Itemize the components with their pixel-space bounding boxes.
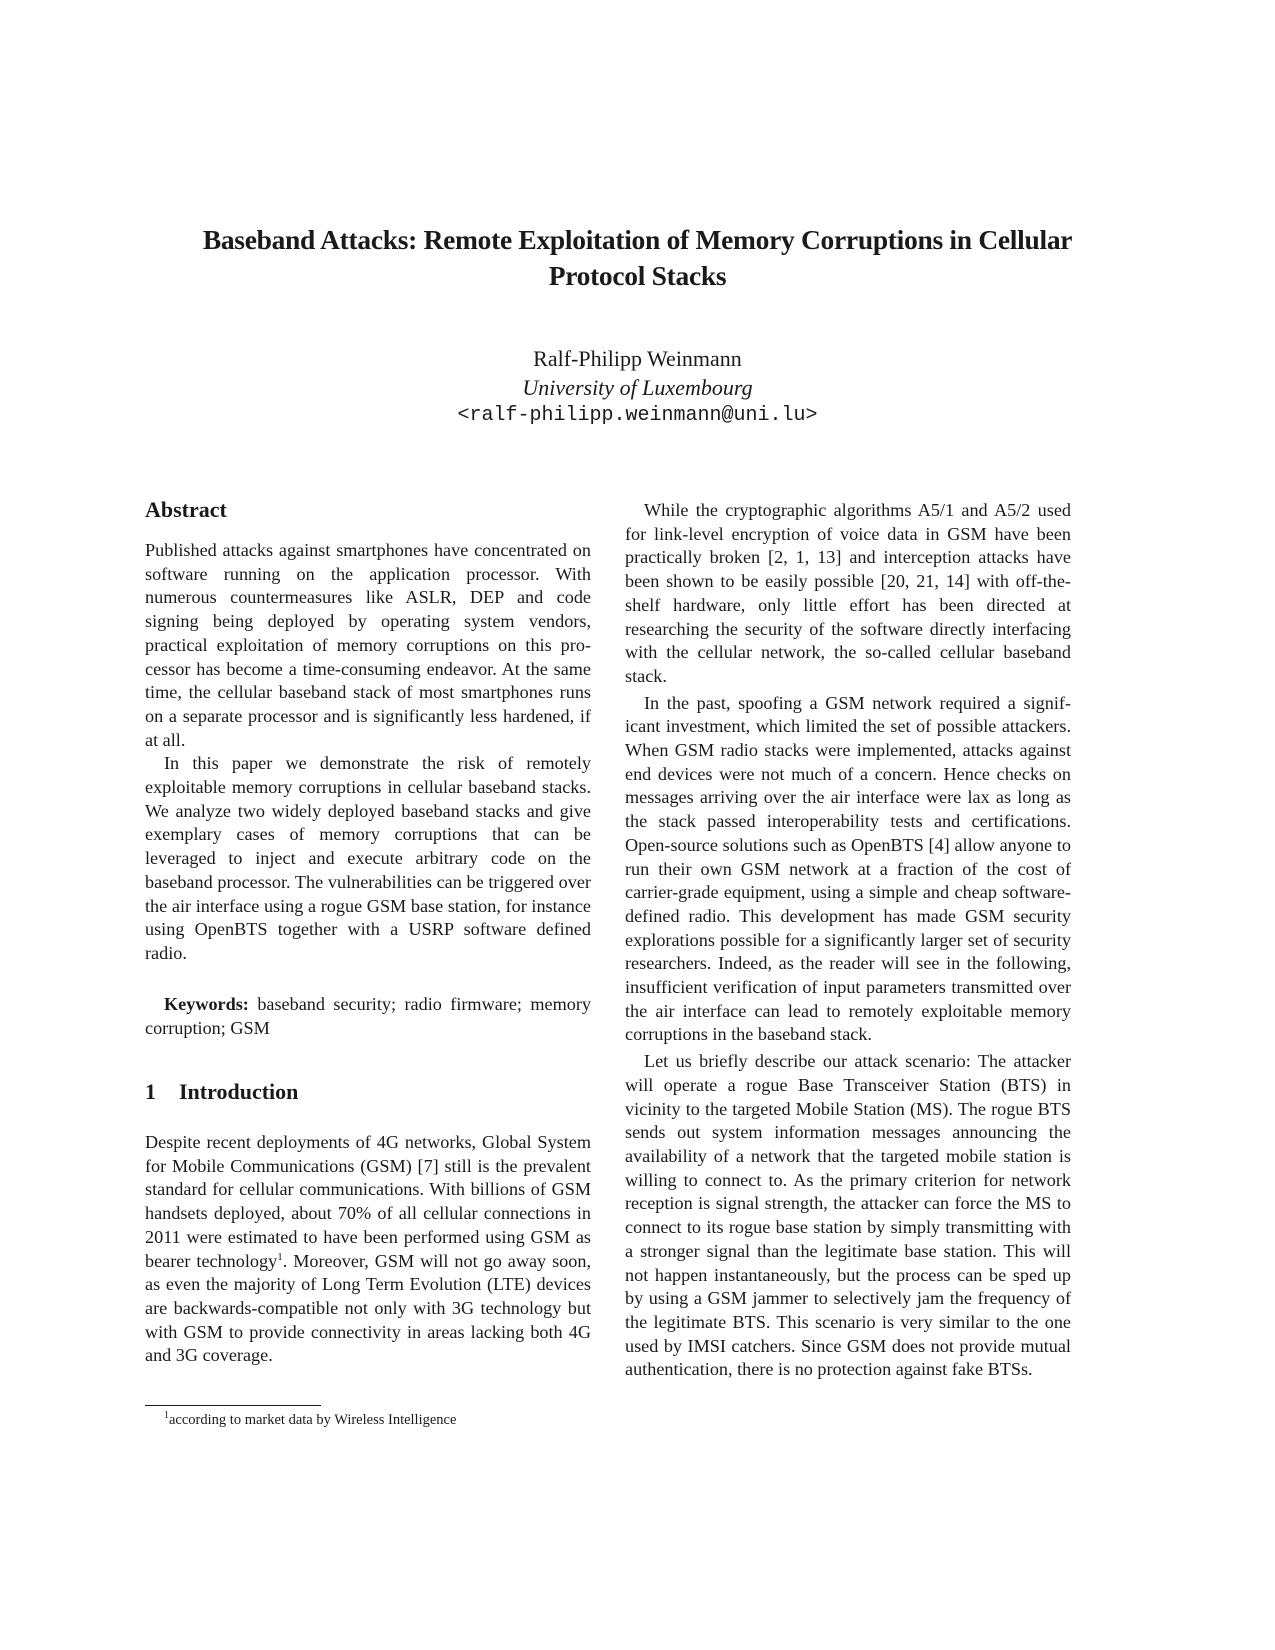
author-email: <ralf-philipp.weinmann@uni.lu> bbox=[457, 404, 818, 427]
footnote-rule bbox=[145, 1405, 321, 1406]
introduction-body-right bbox=[625, 499, 1071, 1382]
paper-title bbox=[120, 222, 1155, 294]
abstract-paragraph: Published attacks against smartphones have concentrated on software running on the application processor. With numerous countermeasures like ASLR, DEP and code signing being deployed by operating system vendors, practical exploitation of memory corruptions on this processor has become a time-consuming endeavor. At the same time, the cellular baseband stack of most smartphones runs on a separate processor and is significantly less hardened, if at all. bbox=[145, 540, 591, 750]
author-name: Ralf-Philipp Weinmann bbox=[533, 346, 742, 371]
abstract-paragraph: In this paper we demonstrate the risk of remotely exploitable memory corruptions in cellular baseband stacks. We analyze two widely deployed baseband stacks and give exemplary cases of memory corruptions that can be leveraged to inject and execute arbitrary code on the baseband processor. The vulnerabilities can be triggered over the air interface using a rogue GSM base station, for instance using OpenBTS together with a USRP software defined radio. bbox=[145, 753, 591, 963]
footnote-mark[interactable]: 1 bbox=[277, 1250, 283, 1263]
abstract-heading: Abstract bbox=[145, 497, 227, 522]
keywords-label: Keywords: bbox=[164, 994, 249, 1014]
introduction-body-left bbox=[145, 1131, 591, 1368]
footnote: $^1$according to market data by Wireless Intelligence bbox=[164, 1410, 457, 1428]
introduction-paragraph: Let us briefly describe our attack scenario: The attacker will operate a rogue Base Transceiver Station (BTS) in vicinity to the targeted Mobile Station (MS). The rogue BTS sends out system information messages announcing the availability of a network that the targeted mobile station is willing to connect to. As the primary criterion for network reception is signal strength, the attacker can force the MS to connect to its rogue base station by simply transmitting with a stronger signal than the legitimate base station. This will not happen instantaneously, but the process can be sped up by using a GSM jammer to selectively jam the frequency of the legitimate BTS. This scenario is very similar to the one used by IMSI catchers. Since GSM does not provide mutual authentication, there is no protection against fake BTSs. bbox=[625, 1051, 1071, 1380]
introduction-paragraph: While the cryptographic algorithms A5/1 and A5/2 used for link-level encryption of voice data in GSM have been practically broken [2, 1, 13] and interception attacks have been shown to be easily possible [20, 21, 14] with off-the-shelf hardware, only little effort has been directed at researching the security of the software directly interfacing with the cellular network, the so-called cellular baseband stack. bbox=[625, 500, 1071, 686]
section-title: Introduction bbox=[179, 1079, 299, 1104]
footnote-area bbox=[145, 1405, 591, 1429]
keywords bbox=[145, 993, 591, 1040]
section-number: 1 bbox=[145, 1079, 156, 1104]
introduction-paragraph: Despite recent deployments of 4G networks, Global System for Mobile Communications (GSM) [7] still is the prevalent standard for cellular communications. With billions of GSM handsets deployed, about 70% of all cellular connections in 2011 were estimated to have been performed using GSM as bearer technology$^1$. Moreover, GSM will not go away soon, as even the majority of Long Term Evolution (LTE) devices are backwards-compatible not only with 3G technology but with GSM to provide connectivity in areas lacking both 4G and 3G coverage. bbox=[145, 1132, 591, 1366]
abstract-body bbox=[145, 539, 591, 966]
title-line-1: Baseband Attacks: Remote Exploitation of Memory Corruptions in Cellular bbox=[202, 224, 1073, 255]
introduction-paragraph: In the past, spoofing a GSM network required a significant investment, which limited the set of possible attackers. When GSM radio stacks were implemented, attacks against end devices were not much of a concern. Hence checks on messages arriving over the air interface were lax as long as the stack passed interoperability tests and certifications. Open-source solutions such as OpenBTS [4] allow anyone to run their own GSM network at a fraction of the cost of carrier-grade equipment, using a simple and cheap software-defined radio. This development has made GSM security explorations possible for a significantly larger set of security researchers. Indeed, as the reader will see in the following, insufficient verification of input parameters transmitted over the air interface can lead to remotely exploitable memory corruptions in the baseband stack. bbox=[625, 692, 1071, 1045]
title-line-2: Protocol Stacks bbox=[548, 260, 727, 291]
author-block bbox=[0, 344, 1275, 430]
section-heading-introduction bbox=[145, 1077, 298, 1107]
author-affiliation: University of Luxembourg bbox=[522, 375, 753, 400]
keywords-text: baseband security; radio firmware; memory corruption; GSM bbox=[145, 994, 592, 1038]
